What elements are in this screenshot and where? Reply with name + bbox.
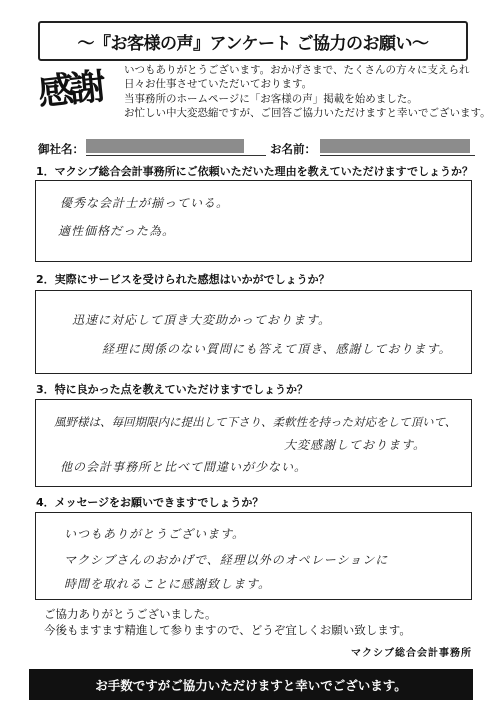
closing-line: 今後もますます精進して参りますので、どうぞ宜しくお願い致します。 xyxy=(44,623,411,637)
name-underline xyxy=(320,155,475,156)
closing-line: ご協力ありがとうございました。 xyxy=(44,607,217,621)
answer-3-box xyxy=(35,399,472,487)
footer-text: お手数ですがご協力いただけますと幸いでございます。 xyxy=(95,677,407,693)
answer-3-line: 他の会計事務所と比べて間違いが少ない。 xyxy=(60,460,308,474)
company-redaction xyxy=(86,139,244,153)
intro-line: いつもありがとうございます。おかげさまで、たくさんの方々に支えられ xyxy=(124,64,470,76)
footer-band xyxy=(29,669,473,700)
survey-title xyxy=(38,21,468,61)
answer-3-line: 大変感謝しております。 xyxy=(284,438,427,452)
answer-1-line: 適性価格だった為。 xyxy=(58,224,176,238)
name-label: お名前： xyxy=(270,142,316,156)
answer-3-line: 風野様は、毎回期限内に提出して下さり、柔軟性を持った対応をして頂いて、 xyxy=(54,415,457,429)
answer-2-box xyxy=(35,290,472,374)
answer-4-box xyxy=(35,512,472,600)
answer-4-line: いつもありがとうございます。 xyxy=(64,527,246,541)
answer-2-line: 経理に関係のない質問にも答えて頂き、感謝しております。 xyxy=(102,342,452,356)
name-redaction xyxy=(320,139,470,153)
intro-line: お忙しい中大変恐縮ですが、ご回答ご協力いただけますと幸いでございます。 xyxy=(124,106,491,119)
answer-4-line: マクシブさんのおかげで、経理以外のオペレーションに xyxy=(64,553,389,567)
question-2-label: 2．実際にサービスを受けられた感想はいかがでしょうか？ xyxy=(36,273,330,286)
answer-1-line: 優秀な会計士が揃っている。 xyxy=(60,196,230,210)
company-label: 御社名： xyxy=(38,142,84,156)
firm-name: マクシブ総合会計事務所 xyxy=(351,648,472,659)
answer-4-line: 時間を取れることに感謝致します。 xyxy=(64,577,272,591)
question-4-label: 4．メッセージをお願いできますでしょうか？ xyxy=(36,496,264,509)
answer-2-line: 迅速に対応して頂き大変助かっております。 xyxy=(72,313,332,327)
closing-text xyxy=(44,606,484,638)
intro-text xyxy=(124,63,491,120)
question-3-label: 3．特に良かった点を教えていただけますでしょうか？ xyxy=(36,383,308,396)
survey-title-text: ～『お客様の声』アンケート ご協力のお願い～ xyxy=(77,33,429,54)
intro-line: 当事務所のホームページに「お客様の声」掲載を始めました。 xyxy=(124,92,418,105)
answer-1-box xyxy=(35,180,472,262)
company-underline xyxy=(86,155,266,156)
question-1-label: 1．マクシブ総合会計事務所にご依頼いただいた理由を教えていただけますでしょうか？ xyxy=(36,165,473,178)
kansha-calligraphy: 感謝 xyxy=(36,65,105,115)
intro-line: 日々お仕事させていただいております。 xyxy=(124,78,313,91)
respondent-row xyxy=(38,139,478,159)
